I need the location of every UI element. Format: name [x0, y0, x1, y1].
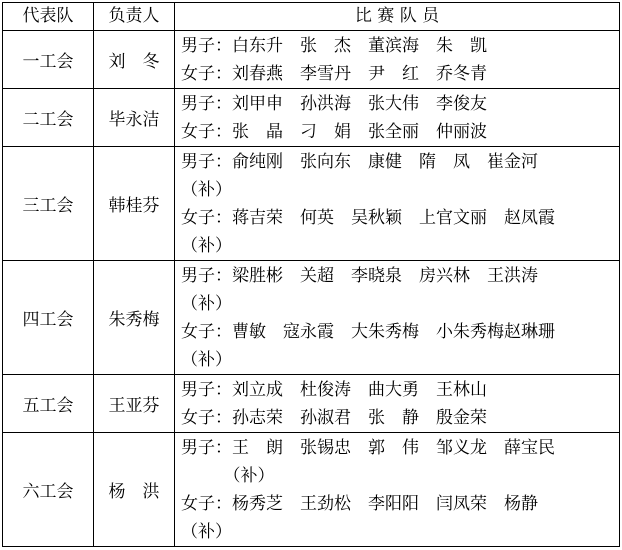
- leader-cell: 毕永洁: [94, 89, 175, 147]
- leader-cell: 韩桂芬: [94, 147, 175, 261]
- member-line: （补）: [181, 180, 232, 200]
- team-cell: 四工会: [3, 261, 94, 375]
- header-members: 比 赛 队 员: [175, 3, 620, 31]
- leader-cell: 朱秀梅: [94, 261, 175, 375]
- members-cell: [175, 261, 620, 375]
- members-cell: [175, 433, 620, 547]
- team-cell: 三工会: [3, 147, 94, 261]
- member-line: 男子：梁胜彬 关超 李晓泉 房兴林 王洪涛: [181, 266, 538, 286]
- team-cell: 五工会: [3, 375, 94, 433]
- leader-cell: 杨 洪: [94, 433, 175, 547]
- header-row: [3, 3, 620, 31]
- member-line: 男子：刘甲申 孙洪海 张大伟 李俊友: [181, 94, 487, 114]
- member-line: 男子：白东升 张 杰 董滨海 朱 凯: [181, 36, 487, 56]
- member-line: 男子：王 朗 张锡忠 郭 伟 邹义龙 薛宝民: [181, 438, 555, 458]
- member-line: 女子：刘春燕 李雪丹 尹 红 乔冬青: [181, 64, 487, 84]
- header-team: 代表队: [3, 3, 94, 31]
- member-line: 女子：孙志荣 孙淑君 张 静 殷金荣: [181, 408, 487, 428]
- table-row: [3, 89, 620, 147]
- roster-table: [2, 2, 620, 547]
- table-row: [3, 147, 620, 261]
- member-line: （补）: [181, 350, 232, 370]
- member-line: 女子：张 晶 刁 娟 张全丽 仲丽波: [181, 122, 487, 142]
- member-line: 女子：曹敏 寇永霞 大朱秀梅 小朱秀梅赵琳珊: [181, 322, 555, 342]
- team-cell: 二工会: [3, 89, 94, 147]
- member-line: （补）: [181, 466, 275, 486]
- member-line: （补）: [181, 294, 232, 314]
- member-line: 男子：俞纯刚 张向东 康健 隋 凤 崔金河: [181, 152, 538, 172]
- leader-cell: 刘 冬: [94, 31, 175, 89]
- members-cell: [175, 375, 620, 433]
- member-line: 男子：刘立成 杜俊涛 曲大勇 王林山: [181, 380, 487, 400]
- table-row: [3, 261, 620, 375]
- table-row: [3, 433, 620, 547]
- member-line: （补）: [181, 522, 232, 542]
- team-cell: 一工会: [3, 31, 94, 89]
- member-line: 女子：杨秀芝 王劲松 李阳阳 闫凤荣 杨静: [181, 494, 538, 514]
- team-cell: 六工会: [3, 433, 94, 547]
- leader-cell: 王亚芬: [94, 375, 175, 433]
- members-cell: [175, 31, 620, 89]
- members-cell: [175, 89, 620, 147]
- member-line: 女子：蒋吉荣 何英 吴秋颖 上官文丽 赵凤霞: [181, 208, 555, 228]
- table-row: [3, 375, 620, 433]
- header-leader: 负责人: [94, 3, 175, 31]
- members-cell: [175, 147, 620, 261]
- table-row: [3, 31, 620, 89]
- member-line: （补）: [181, 236, 232, 256]
